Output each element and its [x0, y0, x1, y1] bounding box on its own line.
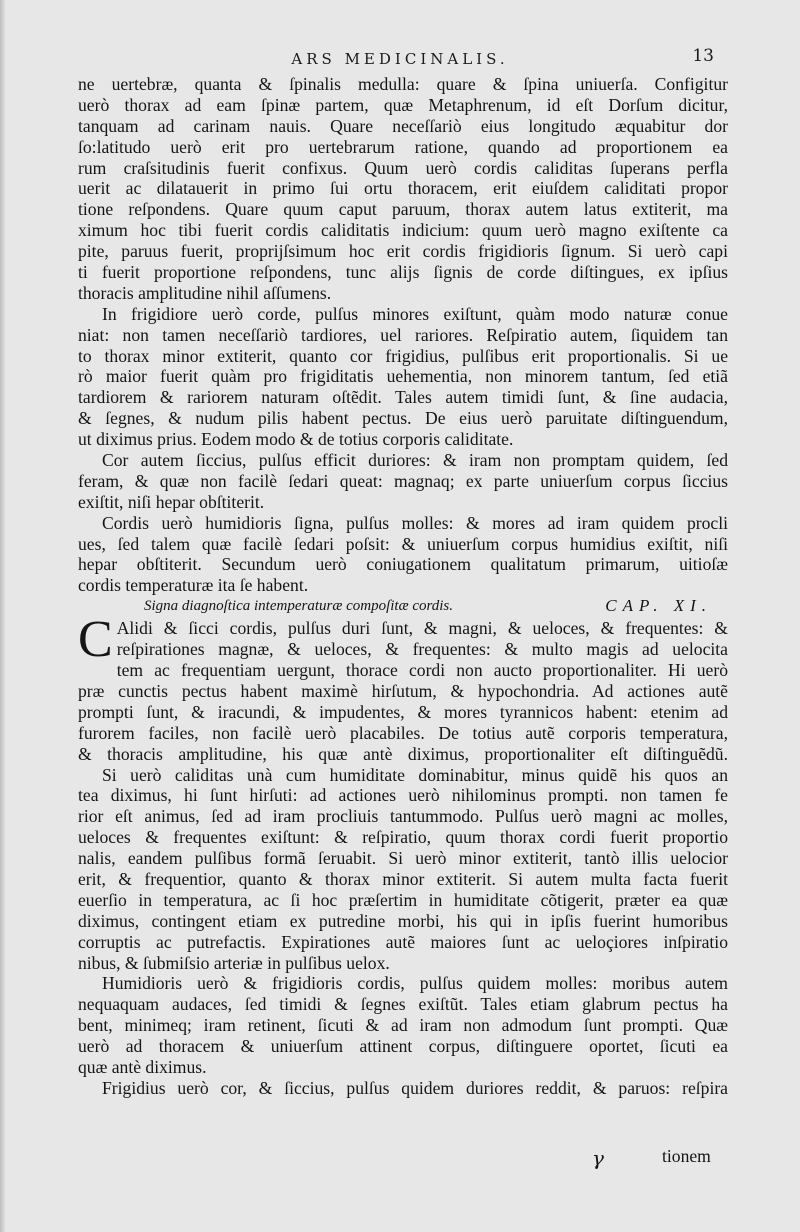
text-line: uerò thorax ad eam ſpinæ partem, quæ Metaphrenum, id eſt Dorſum dicitur, [78, 94, 728, 115]
text-line: thoracis amplitudine nihil aſſumens. [78, 282, 332, 303]
paragraph-3 [78, 450, 728, 513]
text-line: bent, minimeq; iram retinent, ſicuti & ad iram non admodum ſunt prompti. Quæ [78, 1015, 728, 1036]
paragraph-5 [78, 611, 728, 764]
text-line: corruptis ac putrefactis. Expirationes autẽ maiores ſunt ac ueloçiores inſpiratio [78, 931, 728, 952]
text-line: Frigidius uerò cor, & ſiccius, pulſus quidem duriores reddit, & paruos: reſpira [102, 1077, 728, 1098]
paragraph-4 [78, 513, 728, 597]
text-line: niat: non tamen neceſſariò tardiores, uel rariores. Reſpiratio autem, ſiquidem tan [78, 324, 728, 345]
page-gutter-shadow [0, 0, 6, 1232]
main-text [78, 74, 728, 1099]
text-line: & thoracis amplitudine, his quæ antè diximus, proportionaliter eſt diſtinguẽdũ. [78, 743, 728, 764]
text-line: diximus, contingent etiam ex putredine morbi, his qui in ipſis fuerint humoribus [78, 910, 728, 931]
text-line: nequaquam audaces, ſed timidi & ſegnes exiſtũt. Tales etiam glabrum pectus ha [78, 994, 728, 1015]
text-line: nibus, & ſubmiſsio arteriæ in pulſibus uelox. [78, 952, 390, 973]
text-line: euerſio in temperatura, ac ſi hoc præſertim in humiditate cõtigerit, præter ea quæ [78, 889, 728, 910]
text-line: erit, & frequentior, quanto & thorax minor extiterit. Si autem multa facta fuerit [78, 868, 728, 889]
text-line: & ſegnes, & nudum pilis habent pectus. De eius uerò paruitate diſtinguendum, [78, 408, 728, 429]
paragraph-2 [78, 304, 728, 450]
running-head: ARS MEDICINALIS. [291, 50, 509, 68]
text-line: Si uerò caliditas unà cum humiditate dominabitur, minus quidẽ his quos an [102, 764, 728, 785]
text-line: Alidi & ſicci cordis, pulſus duri ſunt, & magni, & ueloces, & frequentes: & [116, 618, 728, 639]
text-line: uerit ac dilatauerit in primo ſui ortu thoracem, erit eiuſdem caliditati propor [78, 178, 728, 199]
text-line: In frigidiore uerò corde, pulſus minores exiſtunt, quàm modo naturæ conue [102, 303, 728, 324]
text-line: cordis temperaturæ ita ſe habent. [78, 575, 309, 596]
text-line: Cor autem ſiccius, pulſus efficit duriores: & iram non promptam quidem, ſed [102, 450, 728, 471]
chapter-title: Signa diagnoſtica intemperaturæ compoſitæ cordis. [144, 598, 454, 615]
text-line: præ cunctis pectus habent maximè hirſutum, & hypochondria. Ad actiones autẽ [78, 680, 728, 701]
text-line: ti fuerit proportione reſpondens, tunc alijs ſignis de corde diſtingues, ex ipſius [78, 262, 728, 283]
text-line: ne uertebræ, quanta & ſpinalis medulla: quare & ſpina uniuerſa. Configitur [78, 74, 728, 94]
text-line: prompti ſunt, & iracundi, & impudentes, & mores tyrannicos habent: etenim ad [78, 701, 728, 722]
text-line: tione reſpondens. Quare quum caput paruum, thorax autem latus extiterit, ma [78, 199, 728, 220]
paragraph-8 [78, 1078, 728, 1099]
text-line: pite, paruus fuerit, proprijſsimum hoc erit cordis frigidioris ſignum. Si uerò capi [78, 241, 728, 262]
text-line: uerò ad thoracem & uniuerſum attinent corpus, diſtinguere oportet, ſicuti ea [78, 1036, 728, 1057]
text-line: ues, ſed talem quæ facilè ſedari poſsit: & uniuerſum corpus humidius exiſtit, niſi [78, 533, 728, 554]
catchword: tionem [662, 1146, 711, 1166]
text-line: nalis, eandem pulſibus formã ſeruabit. Si uerò minor extiterit, tantò illis uelocior [78, 848, 728, 869]
dropcap-block [78, 611, 728, 669]
signature-mark: γ [592, 1146, 604, 1170]
chapter-heading [78, 596, 728, 618]
text-line: ſo:latitudo uerò erit pro uertebrarum ratione, quando ad proportionem ea [78, 136, 728, 157]
text-line: Humidioris uerò & frigidioris cordis, pulſus quidem molles: moribus autem [102, 973, 728, 994]
text-line: furorem faciles, non facilè uerò placabiles. De totius autẽ corporis temperatura, [78, 722, 728, 743]
text-line: Cordis uerò humidioris ſigna, pulſus molles: & mores ad iram quidem procli [102, 512, 728, 533]
text-line: feram, & quæ non facilè ſedari queat: magnaq; ex parte uniuerſum corpus ſiccius [78, 470, 728, 491]
text-line: to thorax minor extiterit, quanto cor frigidius, pulſibus erit proportionalis. Si ue [78, 345, 728, 366]
page-number: 13 [692, 46, 714, 66]
text-line: rò maior fuerit quàm pro frigiditatis uehementia, non minorem tantum, ſed etiã [78, 366, 728, 387]
text-line: exiſtit, niſi hepar obſtiterit. [78, 491, 265, 512]
text-line: ximum hoc tibi fuerit cordis caliditatis indicium: quum uerò magno exiſtente ca [78, 220, 728, 241]
text-line: rior eſt animus, ſed ad iram procliuis tantummodo. Pulſus uerò magni ac molles, [78, 806, 728, 827]
text-line: hepar obſtiterit. Secundum uerò coniugationem qualitatum primarum, uitioſæ [78, 554, 728, 575]
chapter-number: CAP. XI. [605, 596, 712, 616]
text-line: tanquam ad carinam nauis. Quare neceſſariò eius longitudo æquabitur dor [78, 115, 728, 136]
paragraph-6 [78, 765, 728, 974]
text-line: reſpirationes magnæ, & ueloces, & frequentes: & multo magis ad uelocita [116, 639, 728, 660]
text-line: rum craſsitudinis fuerit confixus. Quum uerò cordis caliditas ſuperans perfla [78, 157, 728, 178]
text-line: ut diximus prius. Eodem modo & de totius corporis caliditate. [78, 429, 514, 450]
drop-cap: C [78, 611, 113, 669]
text-line: tea diximus, hi ſunt hirſuti: ad actiones uerò nihilominus prompti. non tamen fe [78, 785, 728, 806]
text-line: ueloces & frequentes exiſtunt: & reſpiratio, quum thorax cordi fuerit proportio [78, 827, 728, 848]
text-line: tardiorem & rariorem naturam oſtẽdit. Tales autem timidi ſunt, & ſine audacia, [78, 387, 728, 408]
paragraph-7 [78, 973, 728, 1077]
text-line: quæ antè diximus. [78, 1056, 207, 1077]
text-line: tem ac frequentiam uergunt, thorace cordi non aucto proportionaliter. Hi uerò [116, 660, 728, 681]
paragraph-1 [78, 74, 728, 304]
